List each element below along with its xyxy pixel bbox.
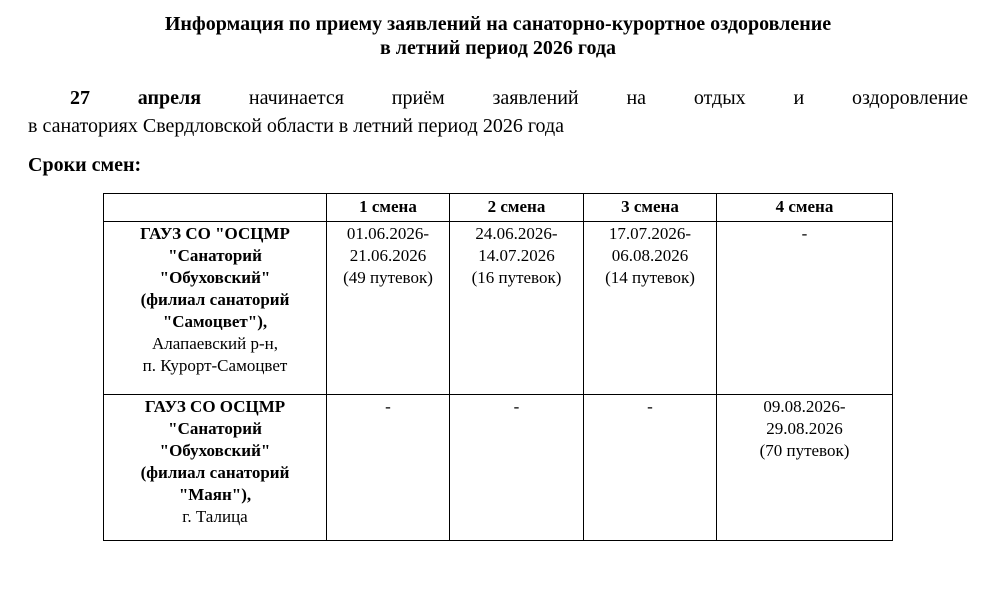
shift-empty: - [801, 224, 808, 243]
shift-cell [717, 222, 893, 395]
org-location-line: п. Курорт-Самоцвет [142, 356, 288, 375]
intro-word: отдых [693, 87, 746, 109]
shift-end-date: 21.06.2026 [349, 246, 427, 265]
org-name-line: "Санаторий [168, 419, 262, 438]
shift-start-date: 01.06.2026- [346, 224, 430, 243]
org-name-line: "Санаторий [168, 246, 262, 265]
header-cell-org [104, 194, 327, 222]
shift-empty: - [647, 397, 653, 416]
table-header-row [104, 194, 893, 222]
intro-word: приём [391, 87, 445, 109]
org-name-line: "Самоцвет"), [162, 312, 268, 331]
intro-word: на [626, 87, 647, 109]
org-name-line: (филиал санаторий [140, 463, 290, 482]
shift-cell [584, 395, 717, 541]
shift-cell [717, 395, 893, 541]
header-cell-shift-3: 3 смена [584, 194, 717, 222]
org-cell [104, 222, 327, 395]
intro-word: и [793, 87, 805, 109]
shift-end-date: 29.08.2026 [766, 419, 843, 438]
shift-cell [327, 222, 450, 395]
shifts-heading: Сроки смен: [28, 154, 142, 176]
org-location-line: Алапаевский р-н, [152, 334, 278, 353]
intro-word: начинается [248, 87, 344, 109]
shift-cell [450, 395, 584, 541]
intro-paragraph [28, 84, 968, 140]
shift-empty: - [513, 397, 520, 416]
intro-word: оздоровление [851, 87, 968, 109]
title-line-1: Информация по приему заявлений на санаторно-курортное оздоровление [164, 13, 832, 35]
shift-vouchers: (49 путевок) [343, 268, 433, 287]
shift-start-date: 24.06.2026- [475, 224, 558, 243]
shift-empty: - [385, 397, 391, 416]
shift-cell [450, 222, 584, 395]
header-cell-shift-2: 2 смена [450, 194, 584, 222]
intro-date-month: апреля [137, 87, 202, 109]
org-name-line: ГАУЗ СО ОСЦМР [144, 397, 286, 416]
shifts-table [103, 193, 893, 541]
org-location-line: г. Талица [182, 507, 248, 526]
org-name-line: ГАУЗ СО "ОСЦМР [140, 224, 290, 243]
org-name-line: "Маян"), [178, 485, 252, 504]
table-row [104, 222, 893, 395]
table-row [104, 395, 893, 541]
intro-line-2: в санаториях Свердловской области в летний период 2026 года [28, 115, 564, 137]
shift-cell [327, 395, 450, 541]
intro-word: заявлений [492, 87, 579, 109]
shift-end-date: 14.07.2026 [478, 246, 555, 265]
shift-vouchers: (14 путевок) [605, 268, 695, 287]
org-name-line: "Обуховский" [159, 441, 271, 460]
shift-cell [584, 222, 717, 395]
intro-line-1 [28, 84, 968, 112]
org-cell [104, 395, 327, 541]
title-line-2: в летний период 2026 года [379, 37, 616, 59]
shift-start-date: 09.08.2026- [763, 397, 846, 416]
document-title [0, 12, 985, 60]
org-name-line: "Обуховский" [159, 268, 271, 287]
shift-vouchers: (16 путевок) [471, 268, 562, 287]
intro-date-day: 27 [70, 87, 90, 109]
header-cell-shift-4: 4 смена [717, 194, 893, 222]
header-cell-shift-1: 1 смена [327, 194, 450, 222]
shift-end-date: 06.08.2026 [611, 246, 689, 265]
shift-start-date: 17.07.2026- [608, 224, 692, 243]
org-name-line: (филиал санаторий [140, 290, 290, 309]
shift-vouchers: (70 путевок) [759, 441, 850, 460]
